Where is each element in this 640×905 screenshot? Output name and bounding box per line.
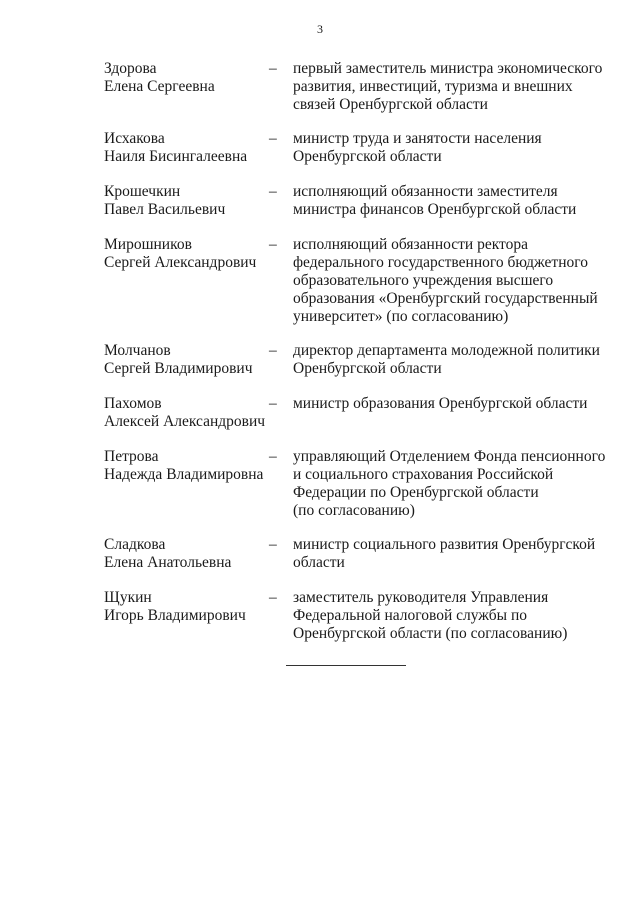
member-name — [104, 448, 269, 520]
member-surname: Мирошников — [104, 236, 192, 253]
member-given-name: Елена Сергеевна — [104, 78, 215, 95]
position-line: директор департамента молодежной политики — [293, 342, 600, 359]
member-position — [293, 536, 614, 572]
member-surname: Сладкова — [104, 536, 166, 553]
position-line: связей Оренбургской области — [293, 96, 488, 113]
position-line: федерального государственного бюджетного — [293, 254, 588, 271]
position-line: университет» (по согласованию) — [293, 308, 509, 325]
member-surname: Крошечкин — [104, 183, 181, 200]
position-line: министр социального развития Оренбургской — [293, 536, 596, 553]
dash-separator: – — [269, 448, 277, 465]
page-number: 3 — [317, 22, 323, 36]
member-surname: Щукин — [104, 589, 152, 606]
position-line: развития, инвестиций, туризма и внешних — [293, 78, 573, 95]
position-line: Федеральной налоговой службы по — [293, 607, 528, 624]
member-given-name: Сергей Владимирович — [104, 360, 253, 377]
position-line: заместитель руководителя Управления — [293, 589, 549, 606]
member-given-name: Игорь Владимирович — [104, 607, 246, 624]
dash-separator: – — [269, 183, 277, 200]
position-line: образовательного учреждения высшего — [293, 272, 554, 289]
position-line: министра финансов Оренбургской области — [293, 201, 577, 218]
dash-separator: – — [269, 536, 277, 553]
member-name — [104, 395, 269, 431]
member-name — [104, 183, 269, 219]
member-surname: Молчанов — [104, 342, 171, 359]
member-position — [293, 60, 614, 114]
list-item — [104, 60, 614, 114]
position-line: (по согласованию) — [293, 502, 415, 519]
list-item — [104, 183, 614, 219]
member-given-name: Алексей Александрович — [104, 413, 266, 430]
position-line: первый заместитель министра экономического — [293, 60, 603, 77]
member-given-name: Елена Анатольевна — [104, 554, 232, 571]
member-given-name: Наиля Бисингалеевна — [104, 148, 248, 165]
list-item — [104, 589, 614, 643]
position-line: Оренбургской области — [293, 148, 442, 165]
position-line: и социального страхования Российской — [293, 466, 554, 483]
member-position — [293, 342, 614, 378]
position-line: управляющий Отделением Фонда пенсионного — [293, 448, 606, 465]
position-line: области — [293, 554, 345, 571]
member-given-name: Надежда Владимировна — [104, 466, 264, 483]
list-item — [104, 236, 614, 326]
list-item — [104, 395, 614, 431]
member-surname: Здорова — [104, 60, 157, 77]
position-line: министр образования Оренбургской области — [293, 395, 588, 412]
list-item — [104, 536, 614, 572]
position-line: Оренбургской области — [293, 360, 442, 377]
dash-separator: – — [269, 395, 277, 412]
dash-separator: – — [269, 236, 277, 253]
member-surname: Исхакова — [104, 130, 165, 147]
member-position — [293, 589, 614, 643]
position-line: исполняющий обязанности ректора — [293, 236, 528, 253]
member-list — [104, 60, 614, 643]
dash-separator: – — [269, 130, 277, 147]
member-position — [293, 448, 614, 520]
end-of-list-divider — [286, 665, 406, 666]
member-position — [293, 130, 614, 166]
member-surname: Петрова — [104, 448, 159, 465]
list-item — [104, 342, 614, 378]
dash-separator: – — [269, 342, 277, 359]
member-name — [104, 60, 269, 114]
position-line: министр труда и занятости населения — [293, 130, 542, 147]
position-line: исполняющий обязанности заместителя — [293, 183, 558, 200]
member-name — [104, 536, 269, 572]
member-surname: Пахомов — [104, 395, 162, 412]
member-name — [104, 130, 269, 166]
member-name — [104, 589, 269, 643]
member-position — [293, 183, 614, 219]
list-item — [104, 448, 614, 520]
position-line: Оренбургской области (по согласованию) — [293, 625, 568, 642]
member-given-name: Павел Васильевич — [104, 201, 226, 218]
position-line: образования «Оренбургский государственный — [293, 290, 598, 307]
dash-separator: – — [269, 589, 277, 606]
dash-separator: – — [269, 60, 277, 77]
member-name — [104, 342, 269, 378]
member-position — [293, 395, 614, 431]
member-position — [293, 236, 614, 326]
position-line: Федерации по Оренбургской области — [293, 484, 539, 501]
list-item — [104, 130, 614, 166]
member-given-name: Сергей Александрович — [104, 254, 257, 271]
member-name — [104, 236, 269, 326]
